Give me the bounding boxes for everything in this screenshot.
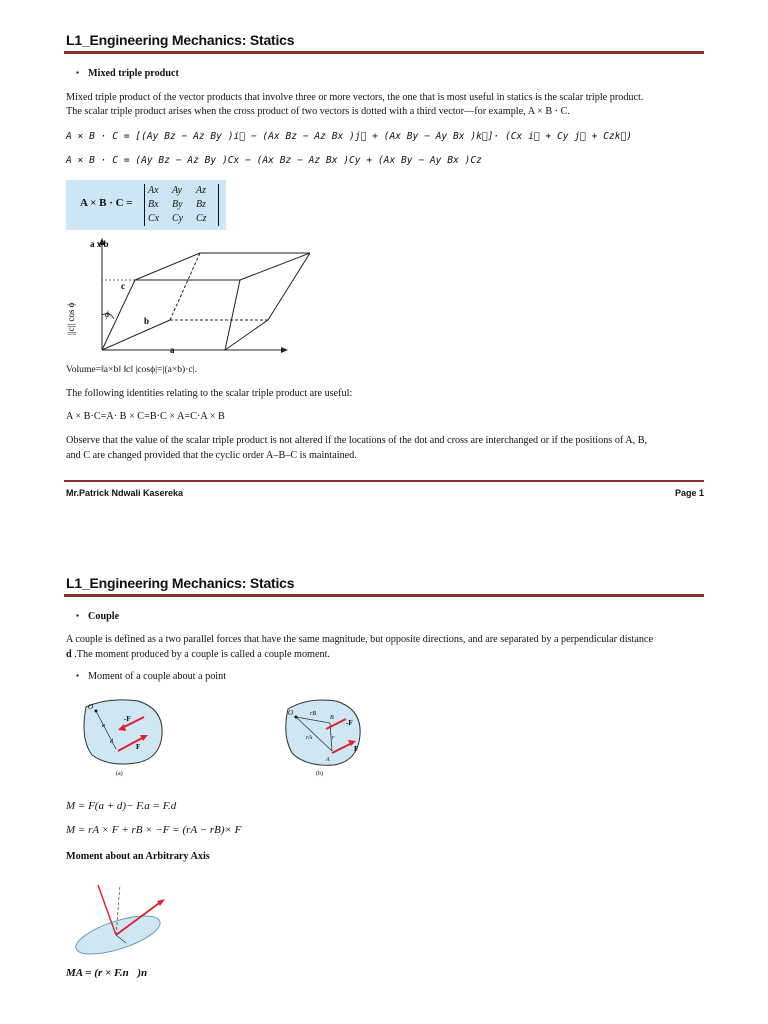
equation-couple-moment-1: M = F(a + d)− F.a = F.d: [66, 800, 177, 812]
label-d: d: [110, 739, 113, 745]
det-cell: By: [172, 199, 183, 210]
header-rule: [64, 594, 704, 597]
det-cell: Cy: [172, 213, 184, 224]
equation-moment-arbitrary-axis: MA = (r × F.n⃗)n⃗: [66, 967, 156, 979]
page-header-title: L1_Engineering Mechanics: Statics: [66, 575, 295, 591]
determinant-lhs: A × B · C =: [80, 197, 133, 209]
couple-definition-line1: A couple is defined as a two parallel forces that have the same magnitude, but opposite directions, and are separated by a perpendicular distance: [66, 634, 653, 645]
edge-b: [102, 320, 170, 350]
equation-triple-product-expanded: A × B · C = [(Ay Bz − Az By )i⃗ − (Ax Bz − Az Bx )j⃗ + (Ax By − Ay Bx )k⃗]· (Cx i⃗ + Cy j⃗ + Czk⃗): [66, 131, 633, 142]
bullet-mixed-triple-product: ▪ Mixed triple product: [88, 68, 179, 79]
couple-figure-b: [280, 695, 366, 779]
det-cell: Ax: [148, 185, 159, 196]
edge-front-right: [225, 280, 240, 350]
paragraph-cyclic-line1: Observe that the value of the scalar triple product is not altered if the locations of the dot and cross are interchanged or if the positions of A, B,: [66, 435, 648, 446]
header-rule: [64, 51, 704, 54]
arbitrary-axis-figure: [72, 875, 168, 961]
label-A: A: [326, 757, 330, 763]
label-B: B: [330, 715, 334, 721]
det-cell: Bx: [148, 199, 159, 210]
label-a: a: [170, 345, 175, 355]
label-O: O: [88, 703, 94, 711]
label-a: a: [102, 723, 105, 729]
determinant-box: [66, 180, 226, 230]
label-negF: -F: [346, 719, 353, 727]
edge-hidden-vertical: [170, 253, 200, 320]
determinant-bar-right: [218, 184, 219, 226]
identities-formula: A × B·C=A· B × C=B·C × A=C·A × B: [66, 411, 225, 422]
footer-author: Mr.Patrick Ndwali Kasereka: [66, 488, 184, 498]
determinant-bar-left: [144, 184, 145, 226]
axis-a-arrowhead: [281, 347, 288, 353]
label-b: b: [144, 316, 150, 326]
footer-rule: [64, 480, 704, 482]
paragraph-cyclic-line2: and C are changed provided that the cyclic order A–B–C is maintained.: [66, 450, 357, 461]
couple-definition-rest: .The moment produced by a couple is called a couple moment.: [71, 649, 330, 660]
force-arrowhead-F: [157, 899, 165, 906]
label-c: c: [121, 281, 125, 291]
edge-top-right: [240, 253, 310, 280]
page-header-title: L1_Engineering Mechanics: Statics: [66, 32, 295, 48]
det-cell: Cz: [196, 213, 207, 224]
label-F: F: [136, 743, 141, 751]
bullet-moment-of-couple: ▪ Moment of a couple about a point: [88, 671, 226, 682]
label-phi: ϕ: [105, 309, 110, 319]
equation-triple-product-scalar: A × B · C = (Ay Bz − Az By )Cx − (Ax Bz − Az Bx )Cy + (Ax By − Ay Bx )Cz: [66, 155, 482, 166]
label-axb: a x b: [90, 239, 109, 249]
equation-couple-moment-2: M = rA × F + rB × −F = (rA − rB)× F: [66, 824, 242, 836]
couple-definition-line2: [66, 647, 706, 662]
couple-distance-d: d: [66, 649, 72, 660]
couple-figure-a: [78, 695, 168, 779]
footer-page-number: Page 1: [674, 488, 704, 498]
det-cell: Bz: [196, 199, 206, 210]
determinant-matrix: [148, 184, 207, 226]
volume-formula: Volume=‖a×b‖ ‖c‖ |cosϕ|=|(a×b)·c|.: [66, 364, 198, 375]
label-O: O: [288, 709, 294, 717]
rigid-body-shape: [84, 700, 162, 764]
edge-back-right: [268, 253, 310, 320]
det-cell: Az: [196, 185, 206, 196]
rigid-body-shape: [286, 700, 360, 765]
label-r: r: [332, 735, 335, 741]
edge-bottom-right: [225, 320, 268, 350]
paragraph-intro-line2: The scalar triple product arises when the cross product of two vectors is dotted with a third vector—for example, A × B · C.: [66, 106, 570, 117]
heading-arbitrary-axis: Moment about an Arbitrary Axis: [66, 851, 210, 862]
bullet-couple: ▪ Couple: [88, 611, 119, 622]
label-rB: rB: [310, 711, 316, 717]
det-cell: Ay: [172, 185, 182, 196]
document-page-2: [0, 555, 768, 1024]
label-negF: -F: [124, 715, 131, 723]
figure-b-caption: (b): [316, 771, 323, 777]
label-rA: rA: [306, 735, 312, 741]
identities-intro: The following identities relating to the scalar triple product are useful:: [66, 388, 353, 399]
label-c-cos-phi: ||c|| cos ϕ: [66, 302, 76, 335]
figure-a-caption: (a): [116, 771, 123, 777]
det-cell: Cx: [148, 213, 160, 224]
edge-top-left: [135, 253, 200, 280]
parallelepiped-figure: [60, 235, 310, 357]
label-F: F: [354, 745, 359, 753]
paragraph-intro-line1: Mixed triple product of the vector products that involve three or more vectors, the one that is most useful in statics is the scalar triple product.: [66, 92, 644, 103]
